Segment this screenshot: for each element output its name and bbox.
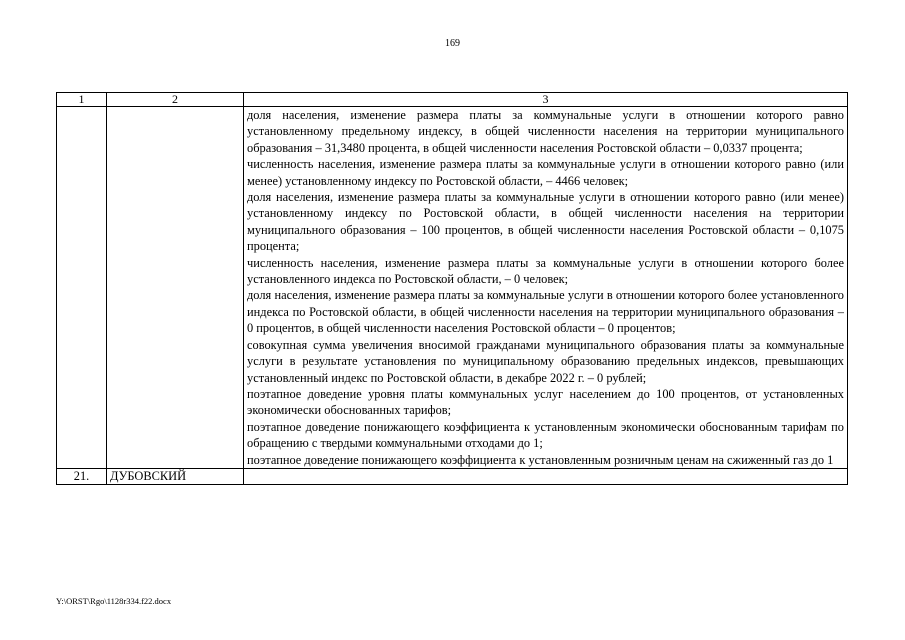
- municipal-table: [56, 92, 848, 485]
- indicators-cell-empty: [244, 468, 848, 484]
- table-row-continued: [57, 107, 848, 469]
- table-row-21: [57, 468, 848, 484]
- indicator-paragraph: доля населения, изменение размера платы за коммунальные услуги в отношении которого более установленного индекса по Ростовской области, в общей численности населения на территории муниципального образования – 0 процентов, в общей численности населения Ростовской области – 0 процентов;: [247, 288, 844, 336]
- indicator-paragraph: поэтапное доведение уровня платы коммунальных услуг населением до 100 процентов, от установленных экономически обоснованных тарифов;: [247, 386, 844, 418]
- indicator-paragraph: поэтапное доведение понижающего коэффициента к установленным экономически обоснованным тарифам по обращению с твердыми коммунальными отходами до 1;: [247, 419, 844, 451]
- table-header-row: [57, 93, 848, 107]
- column-header-3: 3: [244, 93, 848, 107]
- indicator-paragraph: численность населения, изменение размера платы за коммунальные услуги в отношении которого более установленного индекса по Ростовской области, – 0 человек;: [247, 255, 844, 287]
- indicator-paragraph: численность населения, изменение размера платы за коммунальные услуги в отношении которого равно (или менее) установленному индексу по Ростовской области, – 4466 человек;: [247, 157, 844, 188]
- column-header-2: 2: [107, 93, 244, 107]
- row-number: 21.: [57, 468, 107, 484]
- indicator-paragraph: доля населения, изменение размера платы за коммунальные услуги в отношении которого равно установленному предельному индексу, в общей численности населения на территории муниципального образования – 31,3480 процента, в общей численности населения Ростовской области – 0,0337 процента;: [247, 108, 844, 155]
- indicator-paragraph: поэтапное доведение понижающего коэффициента к установленным розничным ценам на сжиженный газ до 1: [247, 452, 834, 467]
- indicators-cell: [244, 107, 848, 469]
- file-path-footer: Y:\ORST\Rgo\1128r334.f22.docx: [56, 596, 172, 606]
- district-cell: [107, 107, 244, 469]
- page-number: 169: [445, 38, 460, 49]
- indicator-paragraph: совокупная сумма увеличения вносимой гражданами муниципального образования платы за коммунальные услуги в результате установления по муниципальному образованию предельных индексов, превышающих установленный индекс по Ростовской области, в декабре 2022 г. – 0 рублей;: [247, 337, 844, 385]
- indicator-paragraph: доля населения, изменение размера платы за коммунальные услуги в отношении которого равно (или менее) установленному индексу по Ростовской области, в общей численности населения на территории муниципального образования – 100 процентов, в общей численности населения Ростовской области – 0,1075 процента;: [247, 190, 844, 254]
- district-name: ДУБОВСКИЙ: [107, 468, 244, 484]
- row-number-cell: [57, 107, 107, 469]
- column-header-1: 1: [57, 93, 107, 107]
